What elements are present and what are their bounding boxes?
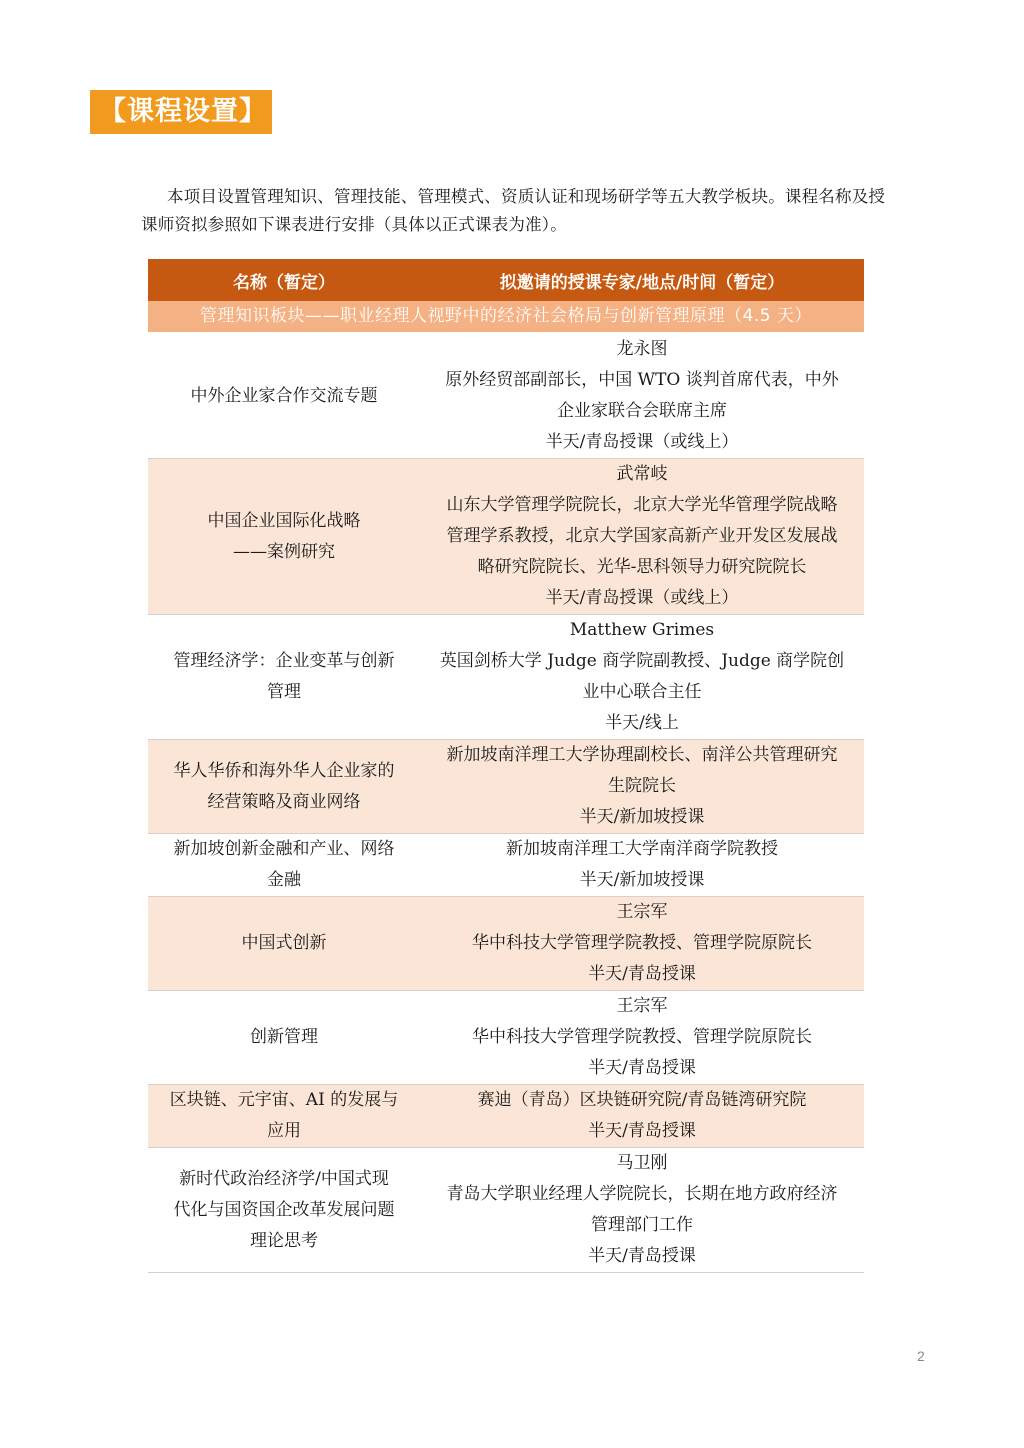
course-name-cell <box>148 1085 420 1148</box>
course-detail-line: 半天/青岛授课 <box>588 1058 696 1078</box>
course-name-line: 创新管理 <box>250 1027 318 1047</box>
course-detail-cell <box>420 333 864 459</box>
course-name-cell <box>148 615 420 740</box>
course-name-line: 理论思考 <box>250 1230 318 1251</box>
course-detail-cell <box>420 834 864 897</box>
course-detail-line: 山东大学管理学院院长，北京大学光华管理学院战略 <box>446 495 838 515</box>
header-name: 名称（暂定） <box>148 259 420 301</box>
course-name-cell <box>148 740 420 834</box>
table-row <box>148 1085 864 1148</box>
course-detail-cell <box>420 459 864 615</box>
course-detail-cell <box>420 991 864 1085</box>
course-name-cell <box>148 991 420 1085</box>
course-detail-line: 半天/青岛授课 <box>588 964 696 984</box>
course-detail-line: 新加坡南洋理工大学南洋商学院教授 <box>506 839 778 859</box>
course-name-line: 经营策略及商业网络 <box>207 791 361 812</box>
course-detail-line: 半天/青岛授课（或线上） <box>545 588 739 608</box>
course-detail-line: 半天/新加坡授课 <box>579 807 705 827</box>
course-detail-line: 半天/新加坡授课 <box>579 870 705 890</box>
course-detail-line: 管理部门工作 <box>591 1215 693 1235</box>
course-name-line: 华人华侨和海外华人企业家的 <box>173 760 395 781</box>
course-detail-line: 半天/青岛授课 <box>588 1121 696 1141</box>
table-row <box>148 333 864 459</box>
course-detail-line: 武常岐 <box>616 464 668 484</box>
course-detail-line: 新加坡南洋理工大学协理副校长、南洋公共管理研究 <box>446 745 838 765</box>
course-detail-line: 华中科技大学管理学院教授、管理学院原院长 <box>472 1027 812 1047</box>
course-table <box>148 259 864 1273</box>
table-header-row <box>148 259 864 301</box>
course-detail-line: 龙永图 <box>616 339 668 359</box>
section-heading: 【课程设置】 <box>90 90 272 134</box>
table-row <box>148 740 864 834</box>
course-detail-line: 华中科技大学管理学院教授、管理学院原院长 <box>472 933 812 953</box>
course-name-cell <box>148 459 420 615</box>
course-detail-line: 企业家联合会联席主席 <box>557 401 727 421</box>
course-name-line: ——案例研究 <box>233 541 335 562</box>
course-name-line: 新加坡创新金融和产业、网络 <box>173 839 395 859</box>
course-detail-line: 原外经贸部副部长，中国 WTO 谈判首席代表，中外 <box>445 370 839 390</box>
page-number: 2 <box>917 1348 925 1364</box>
course-name-line: 区块链、元宇宙、AI 的发展与 <box>169 1090 399 1110</box>
course-detail-line: 王宗军 <box>616 996 668 1016</box>
table-row <box>148 991 864 1085</box>
course-detail-line: 生院院长 <box>608 776 676 796</box>
course-name-line: 管理 <box>267 682 301 702</box>
course-name-cell <box>148 834 420 897</box>
course-name-cell <box>148 1148 420 1273</box>
table-row <box>148 897 864 991</box>
course-detail-line: 半天/青岛授课 <box>588 1246 696 1266</box>
course-detail-line: Matthew Grimes <box>569 620 715 640</box>
course-detail-line: 马卫刚 <box>616 1153 668 1173</box>
table-row <box>148 615 864 740</box>
course-name-line: 中国企业国际化战略 <box>207 510 361 531</box>
course-name-line: 金融 <box>267 870 301 890</box>
section-row <box>148 301 864 333</box>
course-detail-line: 青岛大学职业经理人学院院长，长期在地方政府经济 <box>446 1184 838 1204</box>
course-detail-line: 英国剑桥大学 Judge 商学院副教授、Judge 商学院创 <box>439 651 845 671</box>
course-detail-line: 半天/青岛授课（或线上） <box>545 432 739 452</box>
table-row <box>148 459 864 615</box>
table-row <box>148 834 864 897</box>
course-name-line: 中国式创新 <box>241 933 327 953</box>
course-detail-line: 业中心联合主任 <box>582 682 702 702</box>
course-name-cell <box>148 897 420 991</box>
course-detail-line: 管理学系教授，北京大学国家高新产业开发区发展战 <box>446 526 838 546</box>
course-name-line: 应用 <box>267 1121 301 1141</box>
section-title: 管理知识板块——职业经理人视野中的经济社会格局与创新管理原理（4.5 天） <box>148 301 864 333</box>
table-row <box>148 1148 864 1273</box>
course-detail-line: 半天/线上 <box>605 713 679 733</box>
course-name-line: 代化与国资国企改革发展问题 <box>173 1199 395 1220</box>
course-detail-cell <box>420 1148 864 1273</box>
course-detail-line: 赛迪（青岛）区块链研究院/青岛链湾研究院 <box>477 1090 807 1110</box>
course-detail-cell <box>420 1085 864 1148</box>
header-detail: 拟邀请的授课专家/地点/时间（暂定） <box>420 259 864 301</box>
intro-paragraph: 本项目设置管理知识、管理技能、管理模式、资质认证和现场研学等五大教学板块。课程名称及授课师资拟参照如下课表进行安排（具体以正式课表为准）。 <box>141 187 886 234</box>
course-name-line: 中外企业家合作交流专题 <box>190 385 378 406</box>
course-detail-cell <box>420 615 864 740</box>
course-detail-cell <box>420 740 864 834</box>
course-name-line: 管理经济学：企业变革与创新 <box>173 651 395 671</box>
course-detail-line: 略研究院院长、光华-思科领导力研究院院长 <box>477 557 807 577</box>
course-name-line: 新时代政治经济学/中国式现 <box>179 1168 389 1189</box>
course-detail-cell <box>420 897 864 991</box>
course-detail-line: 王宗军 <box>616 902 668 922</box>
course-name-cell <box>148 333 420 459</box>
